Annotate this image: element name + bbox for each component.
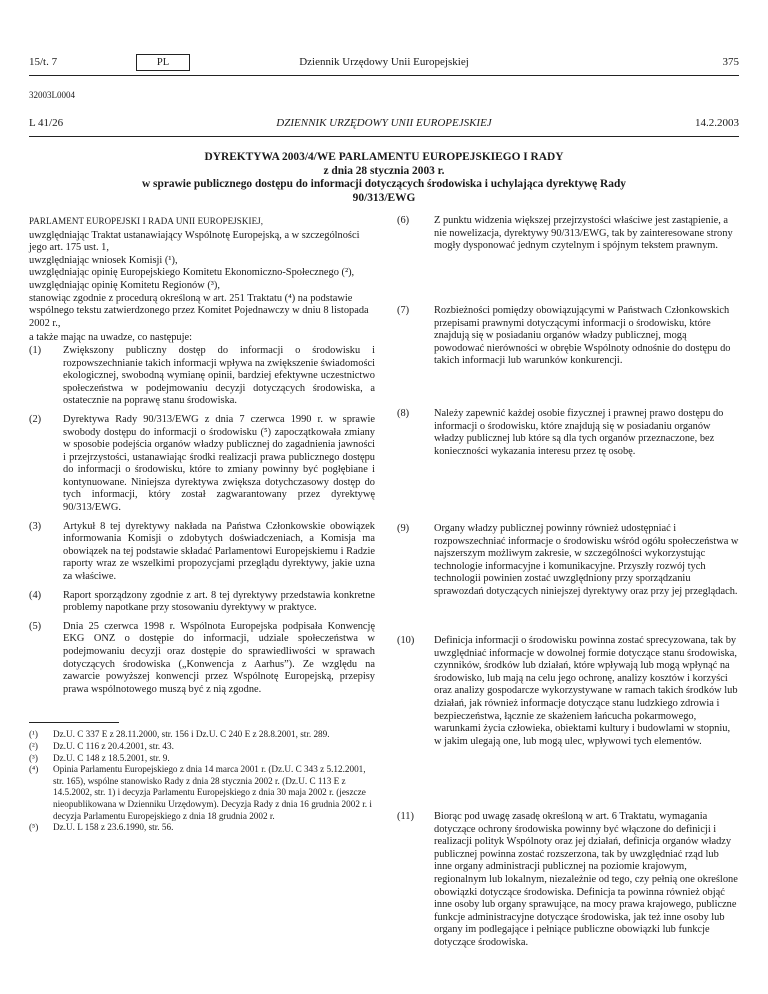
recital [29,345,375,408]
footnote-text: Opinia Parlamentu Europejskiego z dnia 14 marca 2001 r. (Dz.U. C 343 z 5.12.2001, str. 165), wspólne stanowisko Rady z dnia 28 stycznia 2002 r. (Dz.U. C 113 E z 14.5.2002, str. 1) i decyzja Parlamentu Europejskiego z dnia 30 maja 2002 r. (jeszcze nieopublikowana w Dzienniku Urzędowym). Decyzja Rady z dnia 16 grudnia 2002 r. i decyzja Parlamentu Europejskiego z dnia 18 grudnia 2002 r. [53,764,372,821]
recital [397,305,739,408]
title-line: z dnia 28 stycznia 2003 r. [323,164,445,177]
footnote-marker: (⁵) [29,822,39,833]
section-page-ref: 15/t. 7 [29,56,58,68]
footnote-marker: (¹) [29,729,38,740]
footnote [29,729,375,741]
recital-text: Organy władzy publicznej powinny również udostępniać i rozpowszechniać informacje o środowisku wśród ogółu społeczeństwa w najszerszym możliwym zakresie, w szczególności wykorzystując technologie informacyjne i komunikacyjne. Przyszły rozwój tych technologii powinien zostać uwzględniony przy sporządzaniu sprawozdań dotyczących niniejszej dyrektywy oraz przy jej przeglądach. [434,523,739,597]
footnote-text: Dz.U. L 158 z 23.6.1990, str. 56. [53,822,174,833]
recital-text: Dnia 25 czerwca 1998 r. Wspólnota Europejska podpisała Konwencję EKG ONZ o dostępie do informacji, udziale społeczeństwa w podejmowaniu decyzji oraz dostępie do sprawiedliwości w sprawach dotyczących środowiska („Konwencja z Aarhus”). Ze względu na zawarcie powyższej konwencji przez Wspólnotę Europejską, przepisy prawa wspólnotowego muszą być z nią zgodne. [63,620,375,695]
recital-text: Artykuł 8 tej dyrektywy nakłada na Państwa Członkowskie obowiązek informowania Komisji o zdobytych doświadczeniach, a Komisja ma obowiązek na tej podstawie składać Parlamentowi Europejskiemu i Radzie raporty wraz ze wszelkimi propozycjami przeglądu dyrektywy, jakie uzna za właściwe. [63,520,375,583]
footnote-divider [29,722,119,723]
original-header-divider [29,136,739,137]
recital-text: Definicja informacji o środowisku powinna zostać sprecyzowana, tak by uwzględniać informacje w dowolnej formie dotyczące stanu środowiska, czynników, środków lub działań, które wpływają lub mogą wpłynąć na środowisko, lub mają na celu jego ochronę, analizy kosztów i korzyści oraz analizy gospodarcze wykorzystywane w ramach takich środków lub działań, jak również informacje dotyczące stanu ludzkiego zdrowia i bezpieczeństwa, łącznie ze skażeniem łańcucha pokarmowego, warunkami życia człowieka, obiektami kultury i budowlami w stopniu, w jakim ulegają one, lub mogą ulec, wpływowi tych elementów. [434,635,738,747]
recital [397,811,739,950]
issue-date: 14.2.2003 [695,117,739,129]
recital-text: Raport sporządzony zgodnie z art. 8 tej dyrektywy przedstawia konkretne problemy napotkane przy stosowaniu dyrektywy w praktyce. [63,589,375,614]
title-line: DYREKTYWA 2003/4/WE PARLAMENTU EUROPEJSKIEGO I RADY [204,151,564,163]
recital-text: Zwiększony publiczny dostęp do informacji o środowisku i rozpowszechnianie takich informacji wpływa na zwiększenie świadomości ekologicznej, swobodną wymianę opinii, bardziej efektywne uczestnictwo społeczeństwa w podejmowaniu decyzji dotyczących środowiska, a ostatecznie na poprawę stanu środowiska. [63,344,375,407]
citation: uwzględniając wniosek Komisji (¹), [29,254,178,266]
recital-number: (8) [397,408,410,419]
footnote-marker: (⁴) [29,764,39,775]
left-column [29,215,375,834]
document-title [29,151,739,205]
title-line: 90/313/EWG [352,191,416,204]
issue-number: L 41/26 [29,117,64,129]
recital [29,414,375,515]
recital-number: (4) [29,589,42,601]
footnote-text: Dz.U. C 116 z 20.4.2001, str. 43. [53,740,174,751]
recital [397,408,739,523]
recital-number: (11) [397,811,414,822]
recital-number: (9) [397,523,410,534]
original-journal-name: DZIENNIK URZĘDOWY UNII EUROPEJSKIEJ [276,117,492,129]
recital-text: Biorąc pod uwagę zasadę określoną w art. 6 Traktatu, wymagania dotyczące ochrony środowiska powinny być włączone do definicji i realizacji polityk Wspólnoty oraz jej działań, definicja organów władzy publicznej powinna zostać rozszerzona, tak by uwzględniać rząd lub inne organy administracji publicznej na poziomie krajowym, regionalnym lub lokalnym, niezależnie od tego, czy pełnią one określone obowiązki dotyczące środowiska. Definicja ta powinna również objąć inne osoby lub organy sprawujące, na mocy prawa krajowego, publiczne funkcje administracyjne dotyczące środowiska, jak też inne osoby lub organy im podlegające i pełniące publiczne obowiązki lub funkcje dotyczące środowiska. [434,811,738,948]
page-number: 375 [722,56,739,68]
recital-text: Z punktu widzenia większej przejrzystości właściwe jest zastąpienie, a nie nowelizacja, dyrektywy 90/313/EWG, tak by zainteresowane strony mogły dysponować jednym czytelnym i spójnym tekstem prawnym. [434,215,733,252]
footnote [29,822,375,834]
recital-text: Rozbieżności pomiędzy obowiązującymi w Państwach Członkowskich przepisami prawnymi dotyczącymi informacji o środowisku, które znajdują się w posiadaniu organów władzy publicznej, mogą powodować nierówności w obrębie Wspólnoty odnośnie do dostępu do takich informacji lub warunków konkurencji. [434,305,731,367]
footnote-text: Dz.U. C 148 z 18.5.2001, str. 9. [53,752,170,763]
citation: uwzględniając Traktat ustanawiający Wspólnotę Europejską, a w szczególności jego art. 175 ust. 1, [29,229,360,254]
header-divider [29,75,739,76]
footnote [29,764,375,822]
footnote-text: Dz.U. C 337 E z 28.11.2000, str. 156 i Dz.U. C 240 E z 28.8.2001, str. 289. [53,729,330,740]
recital-number: (7) [397,305,410,316]
recital-number: (2) [29,413,42,425]
recital [29,521,375,584]
recital-number: (1) [29,344,42,356]
footnote-marker: (³) [29,752,38,763]
recital [397,635,739,811]
citation: uwzględniając opinię Europejskiego Komitetu Ekonomiczno-Społecznego (²), [29,267,355,279]
title-line: w sprawie publicznego dostępu do informacji dotyczących środowiska i uchylająca dyrektywę Rady [141,178,626,191]
right-column [397,215,739,950]
recitals-intro: a także mając na uwadze, co następuje: [29,332,192,344]
recital [397,215,739,305]
recital [29,621,375,697]
recital-text: Dyrektywa Rady 90/313/EWG z dnia 7 czerwca 1990 r. w sprawie swobody dostępu do informacji o środowisku (⁵) zapoczątkowała zmiany w sposobie podejścia organów władzy publicznej do zagadnienia jawności i przejrzystości, ustanawiając środki realizacji prawa publicznego dostępu do informacji o środowisku, które to zmiany powinny być pogłębiane i kontynuowane. Niniejsza dyrektywa zwiększa dotychczasowy dostęp do tych informacji, który został zagwarantowany przez dyrektywę 90/313/EWG. [63,413,375,514]
recital-number: (6) [397,215,410,226]
recital-number: (10) [397,635,415,646]
recital-text: Należy zapewnić każdej osobie fizycznej i prawnej prawo dostępu do informacji o środowisku, które znajdują się w posiadaniu organów władzy publicznej lub które są dla tych organów przeznaczone, bez konieczności wykazania interesu przez tę osobę. [434,408,724,457]
recital [29,590,375,615]
preamble-authors: PARLAMENT EUROPEJSKI I RADA UNII EUROPEJSKIEJ, [29,216,264,226]
citation: stanowiąc zgodnie z procedurą określoną w art. 251 Traktatu (⁴) na podstawie wspólnego tekstu zatwierdzonego przez Komitet Pojednawczy w dniu 8 listopada 2002 r., [29,292,369,329]
recital-number: (5) [29,620,42,632]
footnote [29,753,375,765]
recital [397,523,739,635]
footnote [29,741,375,753]
footnote-marker: (²) [29,740,38,751]
celex-number: 32003L0004 [29,90,75,100]
language-badge: PL [136,54,190,71]
citation: uwzględniając opinię Komitetu Regionów (³), [29,279,220,291]
journal-name: Dziennik Urzędowy Unii Europejskiej [299,56,469,68]
recital-number: (3) [29,520,42,532]
